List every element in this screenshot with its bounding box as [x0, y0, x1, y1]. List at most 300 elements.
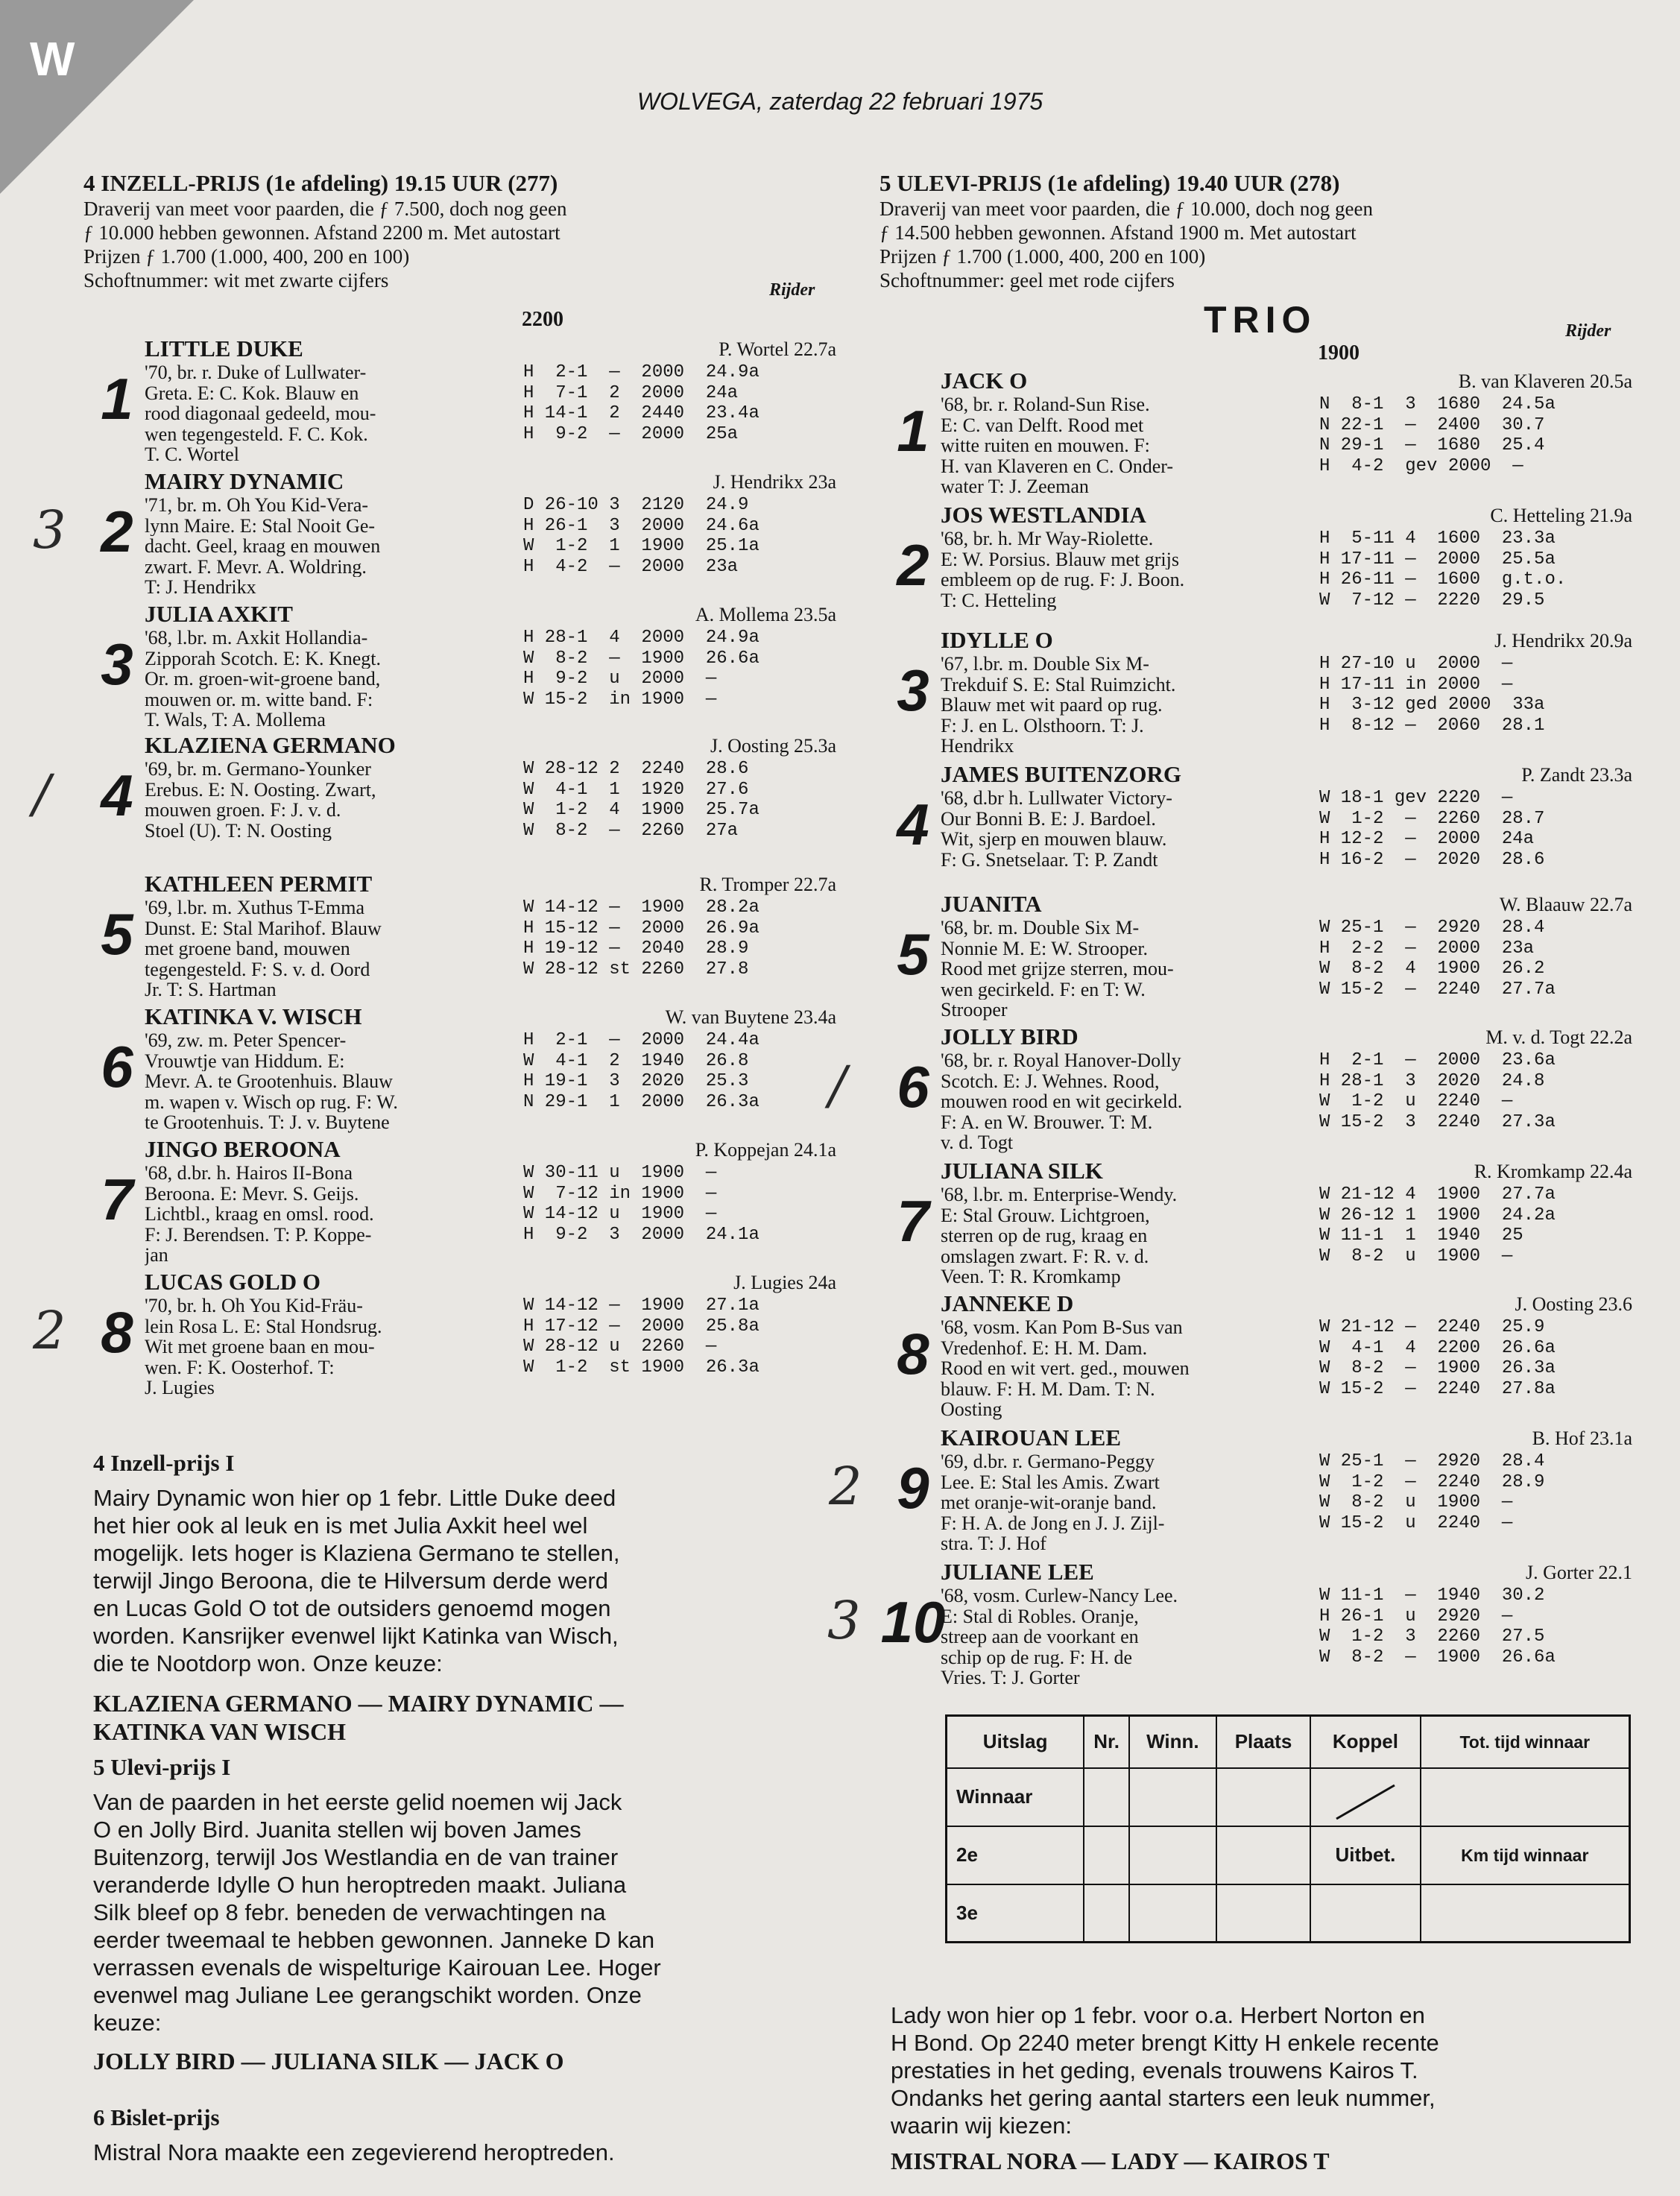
analysis-line: Silk bleef op 8 febr. beneden de verwachtingen na: [93, 1899, 606, 1925]
horse-desc-line: blauw. F: H. M. Dam. T: N.: [941, 1378, 1155, 1399]
horse-desc-line: mouwen or. m. witte band. F:: [145, 689, 373, 710]
start-number: 7: [101, 1167, 133, 1232]
performance-line: H 4-2 gev 2000 —: [1319, 455, 1523, 476]
horse-entry: [83, 335, 836, 465]
horse-entry: [83, 601, 836, 731]
horse-rider: J. Hendrikx 23a: [713, 471, 836, 493]
result-header: Nr.: [1084, 1716, 1129, 1768]
performance-line: W 28-12 u 2260 —: [523, 1337, 717, 1357]
horse-desc-line: E: Stal Grouw. Lichtgroen,: [941, 1205, 1150, 1225]
horse-desc-line: '69, l.br. m. Xuthus T-Emma: [145, 897, 365, 918]
start-number: 7: [897, 1188, 929, 1254]
race-description: [83, 197, 836, 292]
pick-text: [93, 1689, 839, 1746]
race-desc-line: Draverij van meet voor paarden, die ƒ 7.500, doch nog geen: [83, 198, 567, 220]
horse-desc-line: E: W. Porsius. Blauw met grijs: [941, 549, 1179, 569]
analysis-text: [93, 2139, 839, 2166]
race-desc-line: Schoftnummer: wit met zwarte cijfers: [83, 269, 389, 291]
horse-entry: [33, 468, 836, 598]
horse-name: JULIA AXKIT: [145, 601, 293, 627]
horse-description: [941, 654, 1298, 757]
horse-description: [941, 1317, 1298, 1420]
horse-desc-line: stra. T: J. Hof: [941, 1533, 1046, 1554]
horse-name: KAIROUAN LEE: [941, 1424, 1122, 1451]
horse-performances: [523, 628, 760, 710]
performance-line: H 19-1 3 2020 25.3: [523, 1071, 749, 1091]
horse-desc-line: T: C. Hetteling: [941, 590, 1057, 610]
horse-entry: [83, 1136, 836, 1266]
performance-line: W 1-2 st 1900 26.3a: [523, 1357, 760, 1378]
horse-desc-line: jan: [145, 1245, 168, 1266]
performance-line: W 15-2 — 2240 27.7a: [1319, 979, 1556, 1000]
start-number: 1: [897, 398, 929, 464]
horse-desc-line: F: H. A. de Jong en J. J. Zijl-: [941, 1512, 1165, 1533]
horse-desc-line: H. van Klaveren en C. Onder-: [941, 455, 1174, 476]
result-header: Uitslag: [947, 1716, 1084, 1768]
race-desc-line: Draverij van meet voor paarden, die ƒ 10.000, doch nog geen: [880, 198, 1374, 220]
horse-rider: B. van Klaveren 20.5a: [1458, 370, 1632, 392]
horse-desc-line: streep aan de voorkant en: [941, 1627, 1139, 1647]
horse-description: [941, 788, 1298, 870]
start-number: 5: [897, 921, 929, 987]
horse-rider: R. Kromkamp 22.4a: [1474, 1161, 1632, 1182]
start-number: 1: [101, 366, 133, 432]
horse-desc-line: Zipporah Scotch. E: K. Knegt.: [145, 648, 381, 669]
horse-rider: A. Mollema 23.5a: [695, 604, 836, 625]
horse-performances: [523, 759, 760, 841]
analysis-text: [891, 2001, 1636, 2139]
horse-desc-line: Rood en wit vert. ged., mouwen: [941, 1358, 1190, 1379]
horse-desc-line: '68, l.br. m. Enterprise-Wendy.: [941, 1184, 1178, 1205]
result-table: [945, 1714, 1631, 1943]
horse-performances: [1319, 1451, 1544, 1533]
horse-desc-line: E: C. van Delft. Rood met: [941, 414, 1144, 435]
pick-text: [93, 2047, 839, 2075]
horse-entry: [880, 502, 1632, 621]
horse-desc-line: Scotch. E: J. Wehnes. Rood,: [941, 1070, 1160, 1091]
horse-performances: [1319, 394, 1556, 476]
race-desc-line: ƒ 14.500 hebben gewonnen. Afstand 1900 m. Met autostart: [880, 221, 1357, 244]
horse-desc-line: Wit, sjerp en mouwen blauw.: [941, 829, 1167, 850]
performance-line: H 16-2 — 2020 28.6: [1319, 849, 1545, 870]
result-header: Tot. tijd winnaar: [1421, 1716, 1630, 1768]
horse-performances: [1319, 529, 1566, 610]
start-number: 10: [880, 1589, 946, 1655]
horse-desc-line: Beroona. E: Mevr. S. Geijs.: [145, 1183, 359, 1204]
analysis-line: en Lucas Gold O tot de outsiders genoemd mogen: [93, 1595, 611, 1621]
performance-line: H 28-1 3 2020 24.8: [1319, 1070, 1545, 1091]
horse-desc-line: '67, l.br. m. Double Six M-: [941, 654, 1149, 675]
result-header: Winn.: [1129, 1716, 1216, 1768]
analysis-line: eerder tweemaal te hebben gewonnen. Janneke D kan: [93, 1927, 655, 1953]
horse-name: LUCAS GOLD O: [145, 1269, 320, 1295]
horse-desc-line: Strooper: [941, 1000, 1008, 1020]
performance-line: W 4-1 2 1940 26.8: [523, 1050, 749, 1071]
horse-name: IDYLLE O: [941, 627, 1053, 653]
horse-rider: M. v. d. Togt 22.2a: [1485, 1026, 1632, 1048]
performance-line: N 22-1 — 2400 30.7: [1319, 414, 1545, 435]
horse-desc-line: sterren op de rug, kraag en: [941, 1225, 1148, 1246]
horse-entry: [880, 1158, 1632, 1287]
analysis-line: prestaties in het geding, evenals trouwens Kairos T.: [891, 2057, 1418, 2083]
horse-entry: [829, 1023, 1632, 1153]
horse-rider: P. Zandt 23.3a: [1521, 764, 1632, 786]
start-number: 6: [897, 1054, 929, 1120]
performance-line: H 2-1 — 2000 24.4a: [523, 1030, 760, 1050]
horse-desc-line: Veen. T: R. Kromkamp: [941, 1266, 1121, 1287]
performance-line: H 26-1 3 2000 24.6a: [523, 515, 760, 536]
performance-line: W 1-2 u 2240 —: [1319, 1091, 1513, 1111]
performance-line: H 4-2 — 2000 23a: [523, 556, 739, 577]
result-cell: [1084, 1884, 1129, 1943]
result-cell: [1310, 1884, 1420, 1943]
horse-description: [941, 394, 1298, 497]
analysis-line: Mistral Nora maakte een zegevierend heroptreden.: [93, 2139, 615, 2165]
horse-name: JOS WESTLANDIA: [941, 502, 1146, 528]
horse-name: LITTLE DUKE: [145, 335, 303, 362]
horse-performances: [523, 1163, 760, 1245]
horse-performances: [1319, 788, 1544, 870]
horse-performances: [1319, 1050, 1556, 1132]
horse-desc-line: '68, br. h. Mr Way-Riolette.: [941, 529, 1154, 549]
horse-desc-line: Mevr. A. te Grootenhuis. Blauw: [145, 1071, 393, 1092]
horse-performances: [1319, 1586, 1556, 1667]
analysis-text: [93, 1788, 839, 2036]
performance-line: W 1-2 — 2260 28.7: [1319, 808, 1545, 829]
horse-name: JOLLY BIRD: [941, 1023, 1079, 1050]
horse-desc-line: Vredenhof. E: H. M. Dam.: [941, 1337, 1148, 1358]
performance-line: H 28-1 4 2000 24.9a: [523, 628, 760, 648]
horse-desc-line: Erebus. E: N. Oosting. Zwart,: [145, 779, 376, 800]
horse-desc-line: Dunst. E: Stal Marihof. Blauw: [145, 918, 382, 938]
race-5-column: [827, 170, 1632, 1688]
start-number: 4: [101, 763, 133, 828]
horse-desc-line: T. C. Wortel: [145, 444, 239, 465]
horse-desc-line: Stoel (U). T: N. Oosting: [145, 820, 332, 841]
performance-line: W 8-2 — 2260 27a: [523, 820, 739, 841]
horse-desc-line: '68, d.br. h. Hairos II-Bona: [145, 1163, 353, 1184]
horse-desc-line: met oranje-wit-oranje band.: [941, 1492, 1157, 1513]
horse-entry: [880, 627, 1632, 757]
performance-line: H 8-12 — 2060 28.1: [1319, 715, 1545, 736]
horse-desc-line: '68, br. r. Royal Hanover-Dolly: [941, 1050, 1181, 1071]
performance-line: W 28-12 2 2240 28.6: [523, 759, 749, 779]
result-header: Koppel: [1310, 1716, 1420, 1768]
result-cell: [1084, 1768, 1129, 1826]
performance-line: W 14-12 — 1900 27.1a: [523, 1296, 760, 1316]
horse-description: [941, 529, 1298, 610]
result-cell: [1310, 1768, 1420, 1826]
horse-rider: W. Blaauw 22.7a: [1499, 894, 1632, 915]
performance-line: H 17-11 — 2000 25.5a: [1319, 549, 1556, 569]
analysis-line: mogelijk. Iets hoger is Klaziena Germano te stellen,: [93, 1540, 620, 1566]
horse-desc-line: Vries. T: J. Gorter: [941, 1667, 1080, 1688]
horse-performances: [523, 897, 760, 979]
horse-desc-line: schip op de rug. F: H. de: [941, 1647, 1133, 1667]
result-cell: [1129, 1884, 1216, 1943]
performance-line: H 9-2 — 2000 25a: [523, 423, 739, 444]
handwritten-mark: 3: [33, 499, 66, 561]
performance-line: H 14-1 2 2440 23.4a: [523, 403, 760, 423]
horse-desc-line: Jr. T: S. Hartman: [145, 979, 277, 1000]
performance-line: W 7-12 in 1900 —: [523, 1183, 717, 1204]
horse-name: KATINKA V. WISCH: [145, 1003, 362, 1029]
performance-line: H 17-12 — 2000 25.8a: [523, 1316, 760, 1337]
performance-line: H 5-11 4 1600 23.3a: [1319, 529, 1556, 549]
performance-line: W 21-12 4 1900 27.7a: [1319, 1184, 1556, 1205]
horse-desc-line: Or. m. groen-wit-groene band,: [145, 669, 381, 690]
analysis-race-5: [93, 1754, 839, 2075]
horse-desc-line: v. d. Togt: [941, 1132, 1014, 1153]
horse-name: JULIANE LEE: [941, 1559, 1094, 1585]
horse-desc-line: '68, l.br. m. Axkit Hollandia-: [145, 628, 368, 649]
start-number: 8: [897, 1321, 929, 1386]
performance-line: W 15-2 3 2240 27.3a: [1319, 1111, 1556, 1132]
horse-desc-line: Blauw met wit paard op rug.: [941, 695, 1163, 716]
result-row-label: Winnaar: [947, 1768, 1084, 1826]
performance-line: W 11-1 — 1940 30.2: [1319, 1586, 1545, 1606]
horse-desc-line: lein Rosa L. E: Stal Hondsrug.: [145, 1316, 382, 1337]
start-number: 9: [897, 1455, 929, 1521]
analysis-line: veranderde Idylle O hun heroptreden maakt. Juliana: [93, 1872, 627, 1898]
horse-performances: [1319, 918, 1556, 1000]
start-number: 6: [101, 1034, 133, 1099]
analysis-text: [93, 1484, 839, 1677]
analysis-line: waarin wij kiezen:: [891, 2113, 1072, 2139]
horse-desc-line: Lichtbl., kraag en omsl. rood.: [145, 1204, 374, 1225]
performance-line: W 8-2 u 1900 —: [1319, 1492, 1513, 1512]
race-4-column: [33, 170, 836, 1422]
analysis-line: keuze:: [93, 2010, 162, 2036]
start-number: 2: [897, 532, 929, 598]
horse-performances: [523, 362, 760, 444]
result-cell: [1216, 1884, 1310, 1943]
horse-desc-line: '69, d.br. r. Germano-Peggy: [941, 1451, 1155, 1472]
horse-desc-line: wen. F: K. Oosterhof. T:: [145, 1357, 335, 1378]
horse-name: KLAZIENA GERMANO: [145, 732, 396, 758]
performance-line: H 12-2 — 2000 24a: [1319, 829, 1535, 849]
pick-line: KATINKA VAN WISCH: [93, 1718, 347, 1745]
horse-performances: [523, 495, 760, 577]
horse-desc-line: witte ruiten en mouwen. F:: [941, 435, 1150, 456]
start-number: 3: [101, 631, 133, 697]
result-cell: [1129, 1826, 1216, 1884]
trio-label: TRIO: [1204, 299, 1317, 341]
performance-line: W 30-11 u 1900 —: [523, 1163, 717, 1183]
analysis-line: Lady won hier op 1 febr. voor o.a. Herbert Norton en: [891, 2002, 1425, 2028]
horse-rider: P. Wortel 22.7a: [719, 338, 836, 360]
horse-rider: P. Koppejan 24.1a: [695, 1139, 836, 1161]
pick-line: KLAZIENA GERMANO — MAIRY DYNAMIC —: [93, 1690, 624, 1717]
rijder-header: Rijder: [769, 280, 815, 300]
performance-line: W 28-12 st 2260 27.8: [523, 959, 749, 979]
horse-desc-line: '68, br. r. Roland-Sun Rise.: [941, 394, 1150, 415]
horse-desc-line: Lee. E: Stal les Amis. Zwart: [941, 1471, 1160, 1492]
horse-desc-line: F: A. en W. Brouwer. T: M.: [941, 1111, 1153, 1132]
pick-line: JOLLY BIRD — JULIANA SILK — JACK O: [93, 2048, 564, 2074]
performance-line: W 1-2 4 1900 25.7a: [523, 800, 760, 820]
pick-line: MISTRAL NORA — LADY — KAIROS T: [891, 2148, 1330, 2174]
horse-desc-line: lynn Maire. E: Stal Nooit Ge-: [145, 515, 376, 536]
horse-desc-line: Hendrikx: [941, 736, 1014, 757]
result-km-tijd: Km tijd winnaar: [1421, 1826, 1630, 1884]
handwritten-mark: /: [829, 1055, 847, 1116]
performance-line: W 15-2 — 2240 27.8a: [1319, 1378, 1556, 1399]
performance-line: W 8-2 u 1900 —: [1319, 1246, 1513, 1266]
horse-rider: W. van Buytene 23.4a: [665, 1006, 836, 1028]
horse-desc-line: dacht. Geel, kraag en mouwen: [145, 536, 381, 557]
start-number: 2: [101, 499, 133, 564]
corner-letter: W: [30, 32, 75, 86]
performance-line: W 18-1 gev 2220 —: [1319, 788, 1513, 808]
analysis-line: H Bond. Op 2240 meter brengt Kitty H enkele recente: [891, 2030, 1439, 2056]
horse-desc-line: '69, zw. m. Peter Spencer-: [145, 1030, 347, 1051]
horse-description: [145, 897, 502, 1000]
horse-desc-line: '69, br. m. Germano-Younker: [145, 759, 371, 780]
result-uitbet: Uitbet.: [1310, 1826, 1420, 1884]
performance-line: H 26-11 — 1600 g.t.o.: [1319, 569, 1567, 590]
distance-label: 1900: [1318, 341, 1360, 365]
performance-line: W 7-12 — 2220 29.5: [1319, 590, 1545, 610]
performance-line: N 8-1 3 1680 24.5a: [1319, 394, 1556, 414]
horse-rider: J. Lugies 24a: [733, 1272, 836, 1293]
performance-line: W 14-12 — 1900 28.2a: [523, 897, 760, 918]
race-title: 5 ULEVI-PRIJS (1e afdeling) 19.40 UUR (278): [880, 170, 1340, 196]
handwritten-mark: 2: [33, 1300, 66, 1361]
analysis-line: verrassen evenals de wispelturige Kairouan Lee. Hoger: [93, 1954, 661, 1981]
rijder-header: Rijder: [1565, 321, 1611, 341]
horse-desc-line: Rood met grijze sterren, mou-: [941, 959, 1174, 979]
performance-line: W 8-2 — 1900 26.3a: [1319, 1358, 1556, 1378]
analysis-line: O en Jolly Bird. Juanita stellen wij boven James: [93, 1817, 581, 1843]
horse-entry: [829, 1424, 1632, 1554]
performance-line: W 1-2 3 2260 27.5: [1319, 1627, 1545, 1647]
horse-rider: B. Hof 23.1a: [1532, 1427, 1632, 1449]
performance-line: W 25-1 — 2920 28.4: [1319, 1451, 1545, 1471]
horse-desc-line: '68, br. m. Double Six M-: [941, 918, 1140, 938]
performance-line: H 27-10 u 2000 —: [1319, 654, 1513, 674]
horse-entry: [880, 761, 1632, 880]
result-row-label: 2e: [947, 1826, 1084, 1884]
pick-text: [891, 2147, 1636, 2175]
performance-line: H 3-12 ged 2000 33a: [1319, 695, 1545, 715]
analysis-line: Van de paarden in het eerste gelid noemen wij Jack: [93, 1789, 622, 1815]
result-cell: [1216, 1768, 1310, 1826]
horse-desc-line: zwart. F. Mevr. A. Woldring.: [145, 556, 367, 577]
horse-desc-line: '70, br. h. Oh You Kid-Fräu-: [145, 1296, 363, 1316]
horse-performances: [1319, 1184, 1556, 1266]
horse-performances: [1319, 654, 1544, 736]
performance-line: H 26-1 u 2920 —: [1319, 1606, 1513, 1627]
handwritten-mark: 2: [829, 1456, 862, 1517]
start-number: 8: [101, 1299, 133, 1365]
performance-line: W 25-1 — 2920 28.4: [1319, 918, 1545, 938]
horse-description: [941, 918, 1298, 1020]
performance-line: D 26-10 3 2120 24.9: [523, 495, 749, 515]
analysis-line: evenwel mag Juliane Lee gerangschikt worden. Onze: [93, 1982, 642, 2008]
performance-line: W 8-2 4 1900 26.2: [1319, 959, 1545, 979]
performance-line: H 2-1 — 2000 23.6a: [1319, 1050, 1556, 1070]
performance-line: W 15-2 u 2240 —: [1319, 1512, 1513, 1533]
horse-name: JULIANA SILK: [941, 1158, 1103, 1184]
analysis-line: die te Nootdorp won. Onze keuze:: [93, 1650, 443, 1676]
horse-rider: J. Hendrikx 20.9a: [1494, 630, 1632, 651]
analysis-line: worden. Kansrijker evenwel lijkt Katinka van Wisch,: [93, 1623, 619, 1649]
analysis-race-4: [93, 1450, 839, 1746]
horse-desc-line: F: G. Snetselaar. T: P. Zandt: [941, 849, 1158, 870]
performance-line: H 19-12 — 2040 28.9: [523, 938, 749, 959]
horse-name: JACK O: [941, 367, 1028, 394]
race-desc-line: Prijzen ƒ 1.700 (1.000, 400, 200 en 100): [83, 245, 410, 268]
performance-line: W 15-2 in 1900 —: [523, 689, 717, 710]
result-cell: [1129, 1768, 1216, 1826]
horse-desc-line: Greta. E: C. Kok. Blauw en: [145, 382, 359, 403]
horse-desc-line: Oosting: [941, 1399, 1002, 1420]
horse-rider: J. Oosting 23.6: [1515, 1293, 1632, 1315]
horse-desc-line: Wit met groene baan en mou-: [145, 1337, 375, 1357]
performance-line: W 4-1 4 2200 26.6a: [1319, 1337, 1556, 1358]
race-description: [880, 197, 1632, 292]
performance-line: W 26-12 1 1900 24.2a: [1319, 1205, 1556, 1225]
performance-line: H 2-1 — 2000 24.9a: [523, 362, 760, 382]
horse-description: [145, 628, 502, 731]
horse-description: [145, 1163, 502, 1266]
horse-performances: [523, 1030, 760, 1112]
start-number: 5: [101, 901, 133, 967]
handwritten-mark: 3: [827, 1590, 861, 1651]
performance-line: W 1-2 1 1900 25.1a: [523, 536, 760, 556]
horse-desc-line: '68, vosm. Curlew-Nancy Lee.: [941, 1586, 1178, 1606]
page-header: WOLVEGA, zaterdag 22 februari 1975: [637, 88, 1043, 115]
horse-name: JUANITA: [941, 891, 1042, 917]
analysis-line: Mairy Dynamic won hier op 1 febr. Little Duke deed: [93, 1485, 616, 1511]
analysis-right: [891, 2001, 1636, 2175]
horse-desc-line: Trekduif S. E: Stal Ruimzicht.: [941, 674, 1176, 695]
horse-rider: J. Gorter 22.1: [1526, 1562, 1632, 1583]
horse-description: [145, 362, 502, 465]
analysis-line: Ondanks het gering aantal starters een leuk nummer,: [891, 2085, 1436, 2111]
horse-description: [941, 1586, 1298, 1688]
distance-label: 2200: [522, 308, 563, 331]
horse-rider: J. Oosting 25.3a: [710, 735, 836, 757]
horse-description: [145, 495, 502, 598]
performance-line: W 8-2 — 1900 26.6a: [1319, 1647, 1556, 1667]
horse-rider: C. Hetteling 21.9a: [1490, 505, 1632, 526]
horse-desc-line: wen gecirkeld. F: en T: W.: [941, 979, 1146, 1000]
result-cell: [1421, 1884, 1630, 1943]
result-cell: [1421, 1768, 1630, 1826]
performance-line: H 9-2 3 2000 24.1a: [523, 1224, 760, 1245]
performance-line: W 4-1 1 1920 27.6: [523, 779, 749, 800]
horse-entry: [880, 367, 1632, 497]
horse-desc-line: J. Lugies: [145, 1378, 215, 1398]
performance-line: H 9-2 u 2000 —: [523, 669, 717, 689]
horse-entry: [880, 891, 1632, 1020]
horse-desc-line: mouwen rood en wit gecirkeld.: [941, 1091, 1183, 1112]
result-cell: [1216, 1826, 1310, 1884]
horse-desc-line: wen tegengesteld. F. C. Kok.: [145, 423, 368, 444]
horse-desc-line: omslagen zwart. F: R. v. d.: [941, 1246, 1149, 1266]
analysis-race-6: [93, 2104, 839, 2166]
race-desc-line: Prijzen ƒ 1.700 (1.000, 400, 200 en 100): [880, 245, 1206, 268]
result-cell: [1084, 1826, 1129, 1884]
horse-desc-line: Nonnie M. E: W. Strooper.: [941, 938, 1149, 959]
horse-desc-line: tegengesteld. F: S. v. d. Oord: [145, 959, 370, 979]
analysis-line: terwijl Jingo Beroona, die te Hilversum derde werd: [93, 1568, 608, 1594]
horse-desc-line: '71, br. m. Oh You Kid-Vera-: [145, 495, 369, 516]
horse-desc-line: T: J. Hendrikx: [145, 577, 256, 598]
horse-desc-line: '70, br. r. Duke of Lullwater-: [145, 362, 367, 383]
